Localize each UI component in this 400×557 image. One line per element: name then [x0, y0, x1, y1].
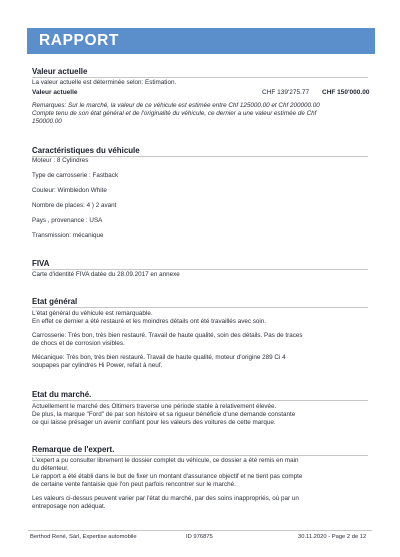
report-banner [27, 28, 375, 54]
footer-id: ID 976875 [186, 534, 213, 540]
caracteristique-item: Transmission: mécanique [32, 232, 104, 239]
section-divider [32, 307, 368, 308]
footer-divider [28, 530, 372, 531]
section-divider [32, 269, 368, 270]
footer-company: Berthod René, Sàrl, Expertise automobile [30, 534, 137, 540]
fiva-text: Carte d'identité FIVA datée du 28.09.2017 en annexe [32, 271, 180, 278]
remarque-expert-text: de certaine vente fantaisie que l'on peut parfois rencontrer sur le marché. [32, 481, 236, 488]
valeur-estimate-amount: CHF 139'275.77 [262, 89, 310, 96]
valeur-final-amount: CHF 150'000.00 [322, 89, 370, 96]
valeur-remark-line: 150000.00 [32, 118, 62, 125]
valeur-row-label: Valeur actuelle [32, 89, 78, 96]
valeur-remark-line: Remarques: Sur le marché, la valeur de ce véhicule est estimée entre Chf 125000.00 et Chf 200000.00 [32, 102, 320, 109]
remarque-expert-text: entreposage non adéquat. [32, 503, 106, 510]
remarque-expert-text: L'expert a pu consulter librement le dossier complet du véhicule, ce dossier a été remis en main [32, 457, 299, 464]
valeur-intro: La valeur actuelle est déterminée selon: Estimation. [32, 79, 177, 86]
section-heading-remarque-expert: Remarque de l'expert. [32, 444, 115, 454]
section-heading-caracteristiques: Caractéristiques du véhicule [32, 145, 140, 155]
remarque-expert-text: Les valeurs ci-dessus peuvent varier par l'état du marché, par des soins inappropriés, où par un [32, 495, 299, 502]
section-heading-etat-general: Etat général [32, 296, 78, 306]
caracteristique-item: Pays , provenance : USA [32, 217, 103, 224]
carrosserie-text: de chocs et de corrosion visibles. [32, 340, 125, 347]
mecanique-text: Mécanique: Très bon, très bien restauré. Travail de haute qualité, moteur d'origine 289 Ci 4 [32, 354, 286, 361]
carrosserie-text: Carrosserie: Très bon, très bien restauré. Travail de haute qualité, soin des détails. Pas de traces [32, 332, 303, 339]
section-divider [32, 77, 368, 78]
etat-marche-text: Actuellement le marché des Oltimers traverse une période stable à relativement élevée. [32, 403, 277, 410]
caracteristique-item: Nombre de places: 4 ) 2 avant [32, 202, 117, 209]
etat-marche-text: ce qui laisse présager un avenir confiant pour les valeurs des voitures de cette marque. [32, 419, 276, 426]
remarque-expert-text: du détenteur. [32, 465, 69, 472]
valeur-remark-line: Compte tenu de son état général et de l'originalité du véhicule, ce dernier a une valeur estimée de Chf [32, 110, 317, 117]
remarque-expert-text: Le rapport a été établi dans le but de fixer un montant d'assurance objectif et ne tient pas compte [32, 473, 303, 480]
footer-date-page: 30.11.2020 - Page 2 de 12 [298, 534, 367, 540]
caracteristique-item: Moteur : 8 Cylindres [32, 157, 89, 164]
section-divider [32, 455, 368, 456]
section-divider [32, 400, 368, 401]
etat-general-text: En effet ce dernier a été restauré et les moindres détails ont été travaillés avec soin. [32, 318, 267, 325]
section-heading-fiva: FIVA [32, 258, 50, 268]
caracteristique-item: Type de carrosserie : Fastback [32, 172, 119, 179]
etat-general-text: L'état général du véhicule est remarquable. [32, 310, 153, 317]
report-title: RAPPORT [39, 32, 119, 49]
mecanique-text: soupapes par cylindres Hi Power, refait à neuf. [32, 362, 163, 369]
section-heading-valeur: Valeur actuelle [32, 66, 88, 76]
etat-marche-text: De plus, la marque "Ford" de par son histoire et sa rigueur bénéficie d'une demande constante [32, 411, 296, 418]
section-heading-etat-marche: Etat du marché. [32, 389, 92, 399]
caracteristique-item: Couleur: Wimbledon White [32, 187, 107, 194]
